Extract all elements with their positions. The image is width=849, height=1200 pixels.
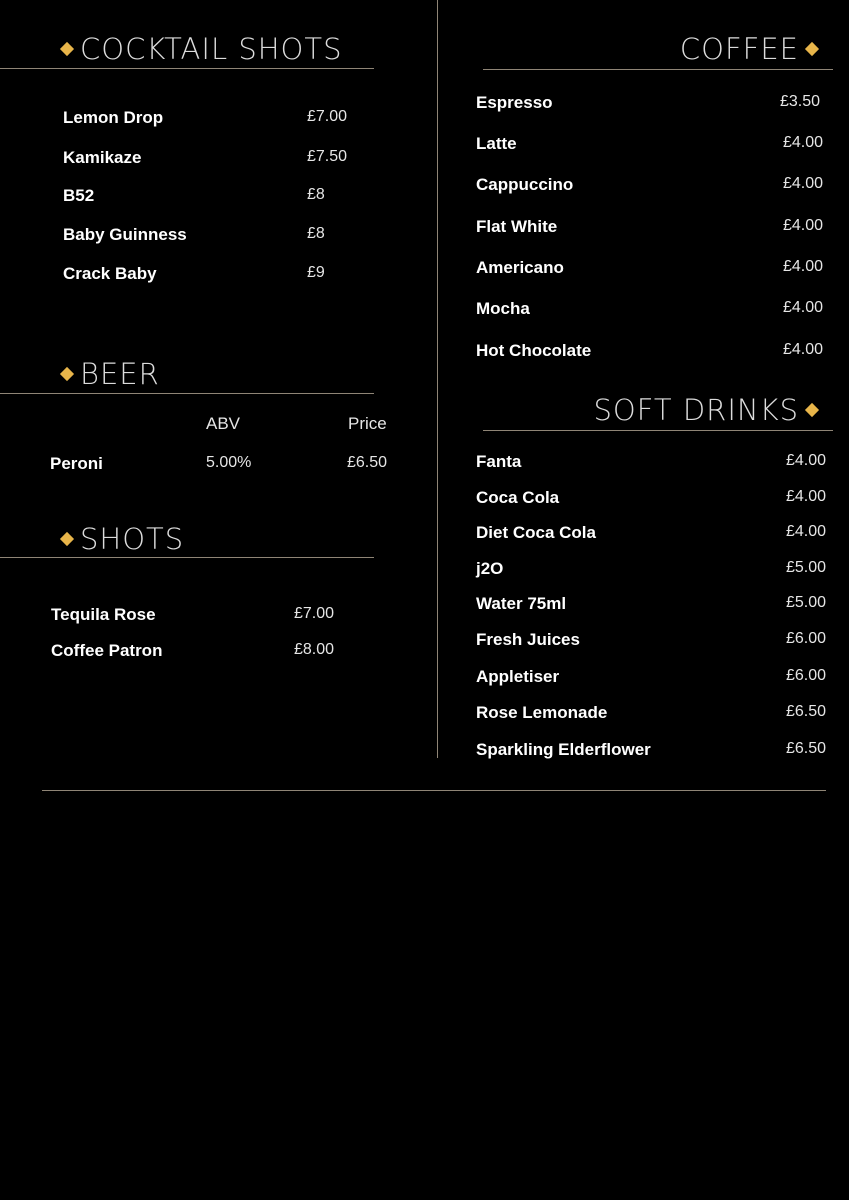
item-price: £6.50 <box>347 454 388 471</box>
item-price: £4.00 <box>782 341 823 358</box>
item-price: £6.00 <box>785 667 826 684</box>
item-price: £4.00 <box>782 175 823 192</box>
menu-item <box>51 641 341 663</box>
item-price: £6.50 <box>785 740 826 757</box>
item-name: Diet Coca Cola <box>476 523 596 542</box>
item-price: £8 <box>307 186 325 203</box>
menu-item <box>476 341 823 363</box>
coffee-divider <box>483 69 833 70</box>
beer-heading <box>62 357 160 391</box>
item-name: Crack Baby <box>63 264 157 283</box>
item-price: £3.50 <box>779 93 820 110</box>
menu-item <box>476 217 823 239</box>
item-name: Rose Lemonade <box>476 703 608 722</box>
item-name: Appletiser <box>476 667 560 686</box>
item-price: £6.00 <box>785 630 826 647</box>
menu-item <box>476 175 823 197</box>
coffee-heading <box>680 32 817 66</box>
item-name: Cappuccino <box>476 175 574 194</box>
item-name: Peroni <box>50 454 103 473</box>
menu-item <box>476 134 823 156</box>
item-price: £8.00 <box>294 641 335 658</box>
item-price: £9 <box>307 264 325 281</box>
shots-divider <box>0 557 374 558</box>
menu-item <box>63 264 353 286</box>
item-name: Fresh Juices <box>476 630 580 649</box>
item-price: £4.00 <box>782 258 823 275</box>
beer-row <box>50 454 395 476</box>
soft-drinks-title: SOFT DRINKS <box>593 393 799 427</box>
item-name: Tequila Rose <box>51 605 156 624</box>
soft-drinks-divider <box>483 430 833 431</box>
item-name: Sparkling Elderflower <box>476 740 651 759</box>
item-name: Fanta <box>476 452 522 471</box>
item-price: £8 <box>307 225 325 242</box>
item-name: Baby Guinness <box>63 225 187 244</box>
menu-item <box>476 559 826 581</box>
item-name: Kamikaze <box>63 148 142 167</box>
menu-item <box>476 594 826 616</box>
item-name: B52 <box>63 186 95 205</box>
menu-item <box>63 225 353 247</box>
menu-item <box>476 258 823 280</box>
menu-item <box>476 488 826 510</box>
menu-item <box>63 186 353 208</box>
item-price: £4.00 <box>785 452 826 469</box>
item-name: Espresso <box>476 93 553 112</box>
shots-title: SHOTS <box>80 522 185 556</box>
footer-divider <box>42 790 826 791</box>
coffee-title: COFFEE <box>679 32 799 66</box>
menu-item <box>476 667 826 689</box>
menu-item <box>476 299 823 321</box>
item-name: j2O <box>476 559 504 578</box>
price-column-header: Price <box>348 414 387 433</box>
item-price: £6.50 <box>785 703 826 720</box>
item-name: Americano <box>476 258 564 277</box>
menu-item <box>476 740 826 762</box>
diamond-icon <box>805 403 819 417</box>
item-price: £7.50 <box>307 148 348 165</box>
item-name: Latte <box>476 134 517 153</box>
item-abv: 5.00% <box>206 454 252 471</box>
diamond-icon <box>60 42 74 56</box>
item-name: Coffee Patron <box>51 641 163 660</box>
item-price: £7.00 <box>294 605 335 622</box>
item-name: Hot Chocolate <box>476 341 592 360</box>
menu-item <box>476 703 826 725</box>
item-price: £5.00 <box>785 559 826 576</box>
item-price: £5.00 <box>785 594 826 611</box>
soft-drinks-heading <box>594 393 818 427</box>
beer-divider <box>0 393 374 394</box>
item-name: Mocha <box>476 299 530 318</box>
menu-item <box>63 108 353 130</box>
item-price: £4.00 <box>782 134 823 151</box>
column-divider <box>437 0 438 758</box>
item-price: £4.00 <box>785 523 826 540</box>
diamond-icon <box>805 42 819 56</box>
diamond-icon <box>60 367 74 381</box>
menu-item <box>63 148 353 170</box>
item-price: £7.00 <box>307 108 348 125</box>
beer-title: BEER <box>80 357 160 391</box>
item-price: £4.00 <box>785 488 826 505</box>
item-name: Flat White <box>476 217 558 236</box>
item-name: Lemon Drop <box>63 108 164 127</box>
menu-item <box>476 452 826 474</box>
menu-item <box>476 630 826 652</box>
item-name: Coca Cola <box>476 488 560 507</box>
shots-heading <box>62 522 184 556</box>
cocktail-shots-heading <box>62 32 342 66</box>
diamond-icon <box>60 532 74 546</box>
cocktail-shots-title: COCKTAIL SHOTS <box>80 32 343 66</box>
abv-column-header: ABV <box>206 414 241 433</box>
cocktail-shots-divider <box>0 68 374 69</box>
menu-item <box>51 605 341 627</box>
item-name: Water 75ml <box>476 594 567 613</box>
item-price: £4.00 <box>782 217 823 234</box>
menu-item <box>476 523 826 545</box>
item-price: £4.00 <box>782 299 823 316</box>
menu-item <box>476 93 823 115</box>
